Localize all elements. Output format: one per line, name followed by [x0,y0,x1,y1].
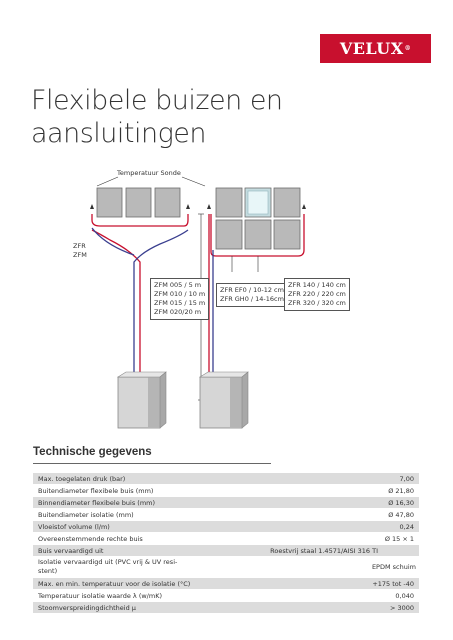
table-row: Overeenstemmende rechte buis Ø 15 × 1 [33,533,419,545]
table-row: Binnendiameter flexibele buis (mm) Ø 16,30 [33,497,419,509]
zfr-label: ZFR [73,242,86,250]
velux-logo: VELUX ® [320,34,431,63]
section-divider [33,463,271,464]
sensor-label: Temperatuur Sonde [117,169,181,177]
table-row: Vloeistof volume (l/m) 0,24 [33,521,419,533]
right-storage-tank [200,372,248,428]
table-row: Buitendiameter isolatie (mm) Ø 47,80 [33,509,419,521]
table-row: Temperatuur isolatie waarde λ (w/mK) 0,040 [33,590,419,602]
left-storage-tank [118,372,166,428]
table-row: Max. en min. temperatuur voor de isolatie (°C) +175 tot -40 [33,578,419,590]
table-row: Buis vervaardigd uit Roestvrij staal 1.4571/AISI 316 TI [33,545,419,557]
table-row: Stoomverspreidingdichtheid μ > 3000 [33,602,419,614]
table-row: Buitendiameter flexibele buis (mm) Ø 21,80 [33,485,419,497]
table-row: Isolatie vervaardigd uit (PVC vrij & UV resi-stent) EPDM schuim [33,557,419,578]
section-title: Technische gegevens [33,446,152,458]
zfr-ef-box: ZFR EF0 / 10-12 cm ZFR GH0 / 14-16cm [216,283,288,307]
right-collectors [216,188,300,249]
left-collectors [97,188,180,217]
zfr-size-box: ZFR 140 / 140 cm ZFR 220 / 220 cm ZFR 320 / 320 cm [284,278,350,311]
zfm-label: ZFM [73,251,87,259]
page-title: Flexibele buizen en aansluitingen [31,85,283,149]
table-row: Max. toegelaten druk (bar) 7,00 [33,473,419,485]
spec-table [33,473,419,614]
zfm-length-box: ZFM 005 / 5 m ZFM 010 / 10 m ZFM 015 / 15 m ZFM 020/20 m [150,278,209,320]
